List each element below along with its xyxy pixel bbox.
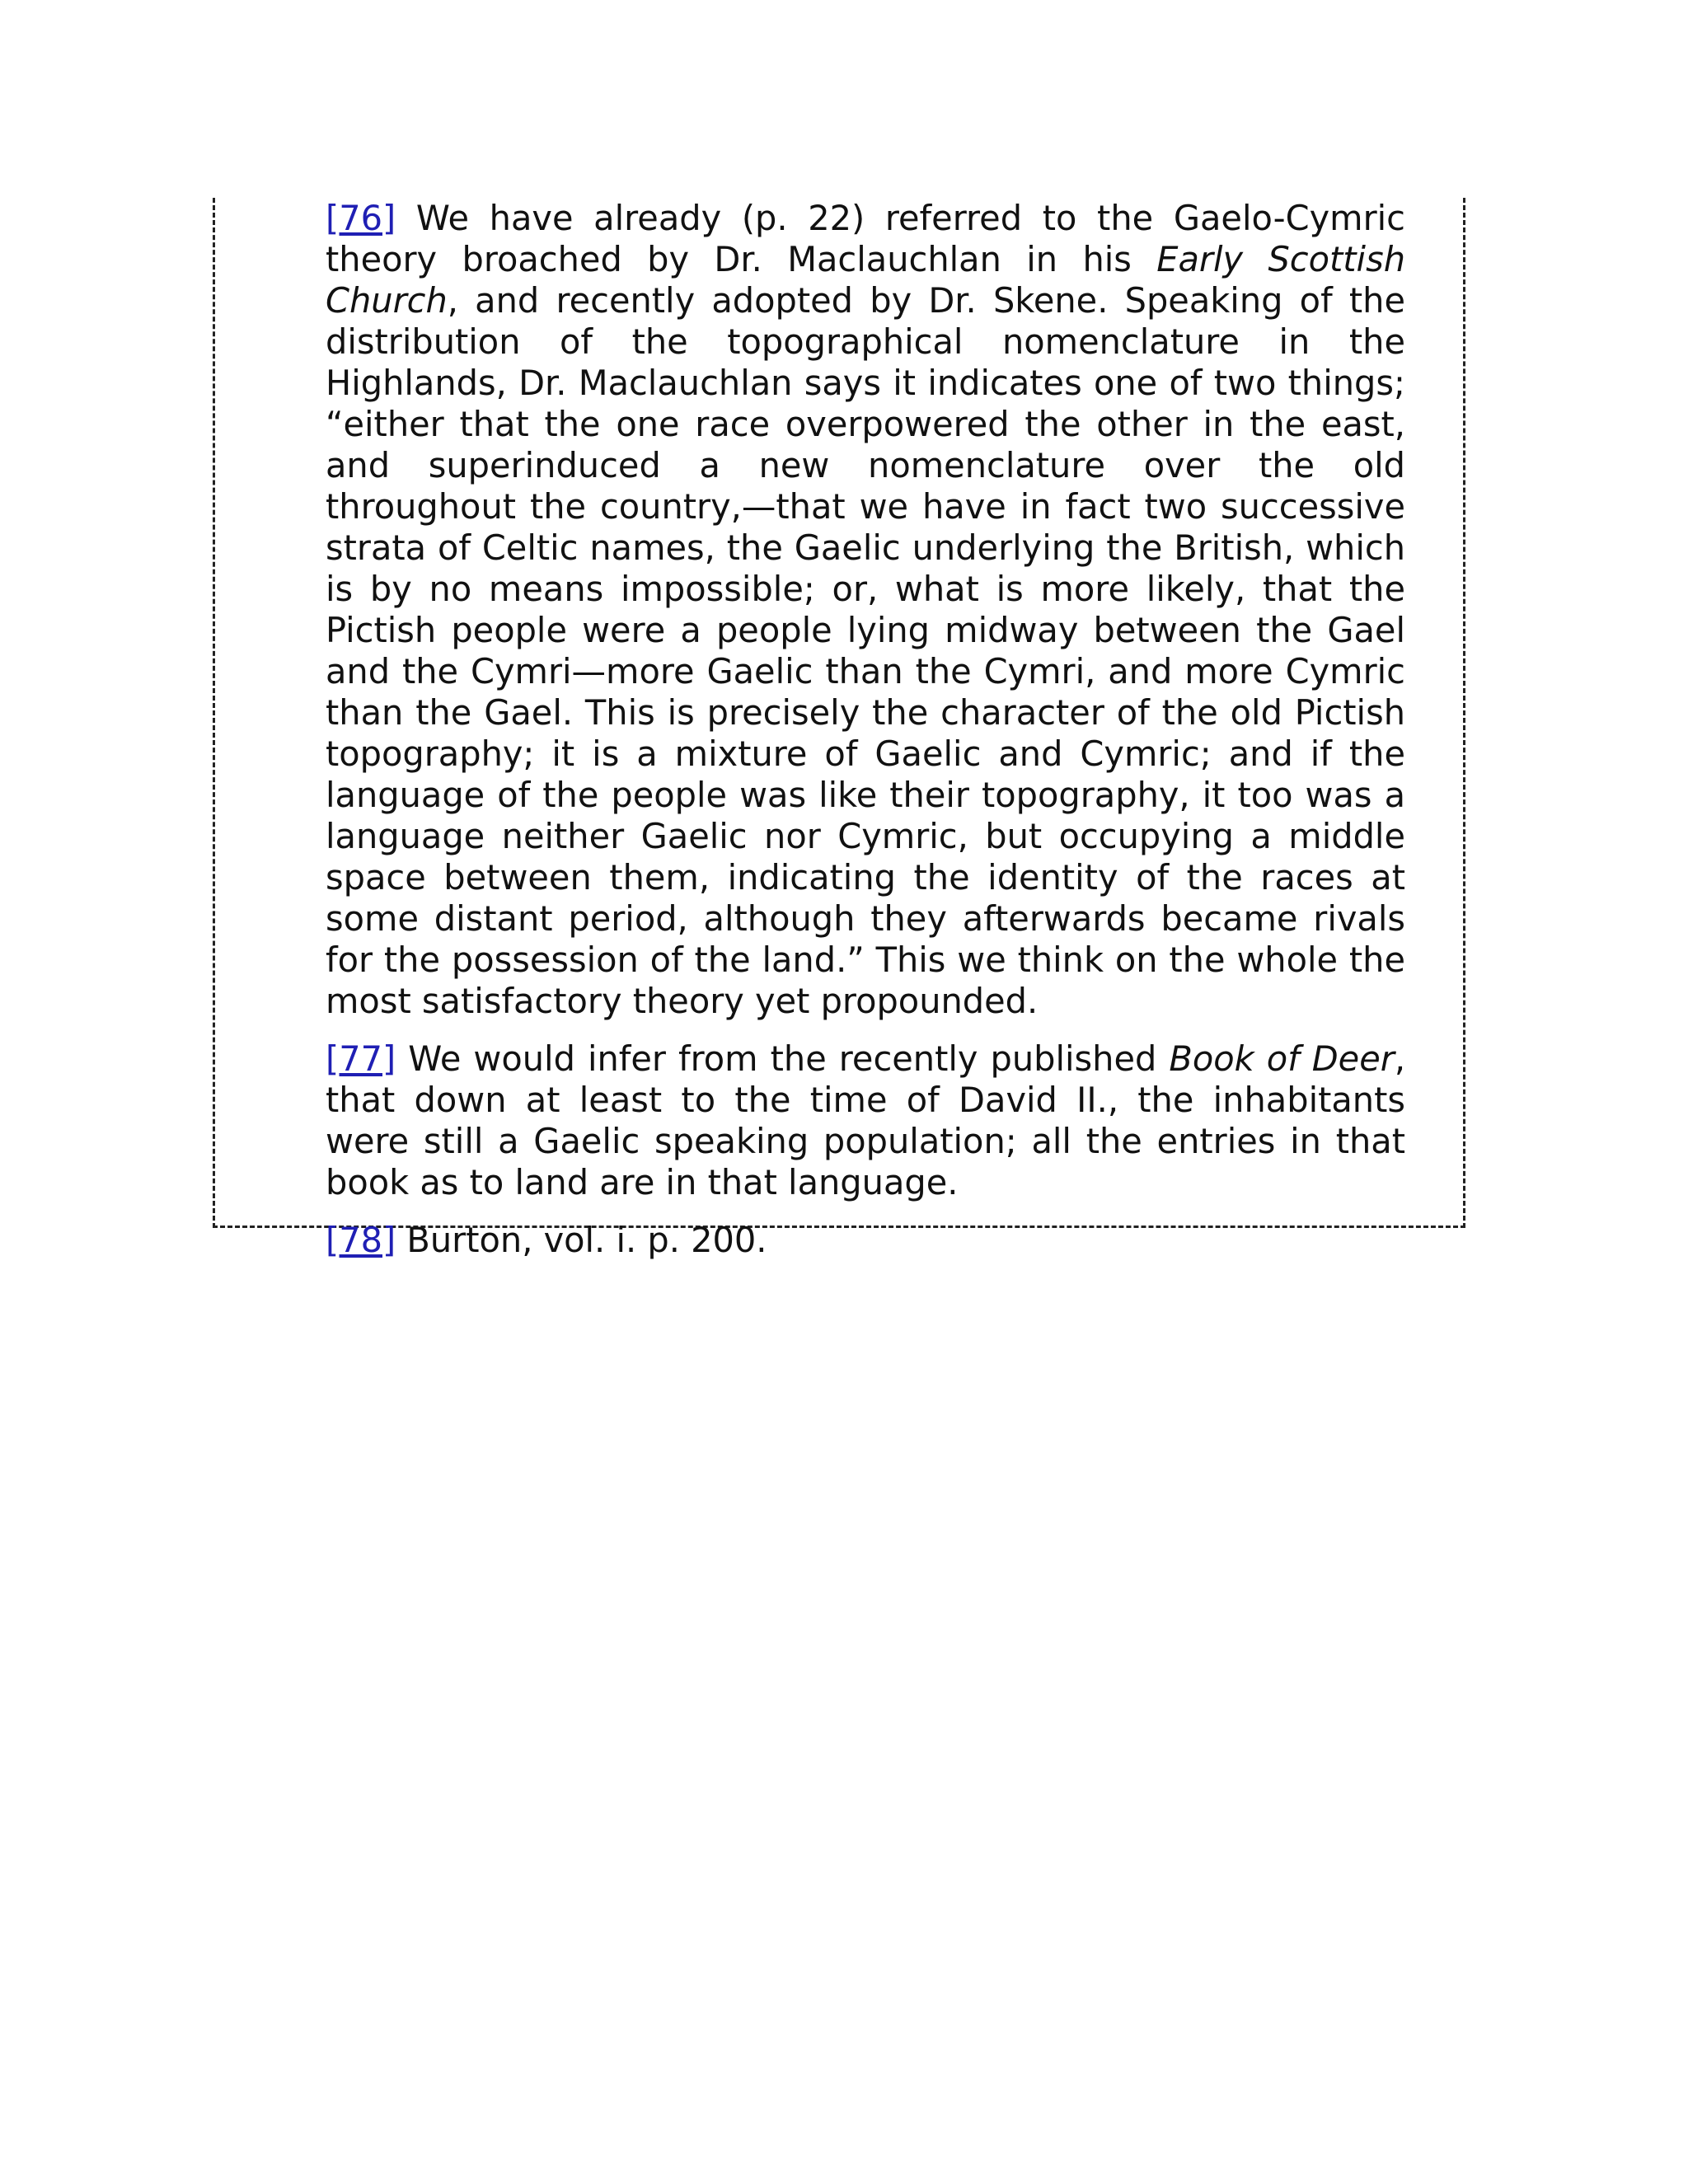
footnote-text: We would infer from the recently published xyxy=(396,1038,1170,1079)
footnote-76 xyxy=(326,198,1405,1022)
footnote-ref-77[interactable]: [77] xyxy=(326,1038,396,1079)
footnote-78 xyxy=(326,1220,1405,1261)
footnote-text: We have already (p. 22) referred to the Gaelo-Cymric theory broached by Dr. Maclauchlan in his xyxy=(326,198,1405,279)
book-title: Early Scottish Church xyxy=(326,239,1405,321)
footnote-ref-76[interactable]: [76] xyxy=(326,198,396,238)
footnote-text: , and recently adopted by Dr. Skene. Speaking of the distribution of the topographical nomenclature in the Highlands, Dr. Maclauchlan says it indicates one of two things; “either that the one race overpowered the other in the east, and superinduced a new nomenclature over the old throughout the country,—that we have in fact two successive strata of Celtic names, the Gaelic underlying the British, which is by no means impossible; or, what is more likely, that the Pictish people were a people lying midway between the Gael and the Cymri—more Gaelic than the Cymri, and more Cymric than the Gael. This is precisely the character of the old Pictish topography; it is a mixture of Gaelic and Cymric; and if the language of the people was like their topography, it too was a language neither Gaelic nor Cymric, but occupying a middle space between them, indicating the identity of the races at some distant period, although they afterwards became rivals for the possession of the land.” This we think on the whole the most satisfactory theory yet propounded. xyxy=(326,280,1405,1021)
footnotes-section xyxy=(326,198,1405,1277)
book-title: Book of Deer xyxy=(1169,1038,1395,1079)
footnote-77 xyxy=(326,1038,1405,1203)
footnote-text: Burton, vol. i. p. 200. xyxy=(396,1220,767,1260)
footnote-ref-78[interactable]: [78] xyxy=(326,1220,396,1260)
footnote-text: , that down at least to the time of David II., the inhabitants were still a Gaelic speaking population; all the entries in that book as to land are in that language. xyxy=(326,1038,1406,1202)
